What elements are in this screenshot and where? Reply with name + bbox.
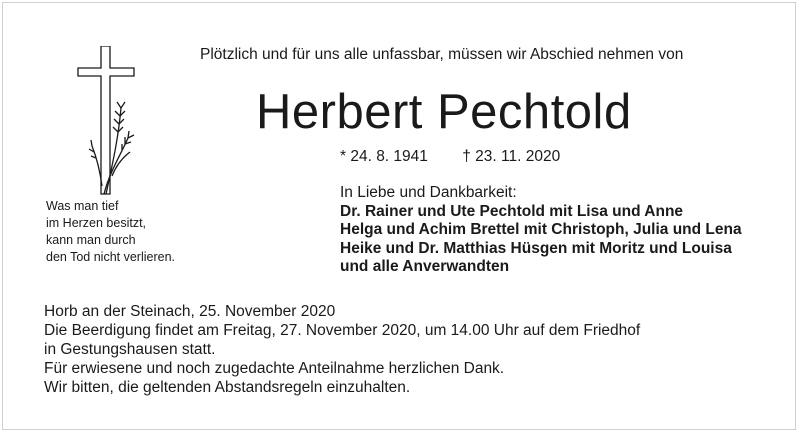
funeral-details: [44, 302, 640, 397]
family-member: Dr. Rainer und Ute Pechtold mit Lisa und Anne: [340, 202, 684, 220]
cross-with-wheat-icon: [76, 46, 156, 196]
footer-line: Wir bitten, die geltenden Abstandsregeln einzuhalten.: [44, 379, 411, 396]
family-heading: In Liebe und Dankbarkeit:: [340, 184, 517, 201]
quote-line: im Herzen besitzt,: [46, 216, 147, 230]
life-dates: [340, 148, 560, 166]
death-date: † 23. 11. 2020: [462, 148, 561, 165]
family-member: Helga und Achim Brettel mit Christoph, Julia und Lena: [340, 221, 742, 238]
family-section: [340, 184, 742, 277]
deceased-name: Herbert Pechtold: [256, 85, 632, 139]
quote-line: Was man tief: [46, 199, 119, 213]
footer-line: Horb an der Steinach, 25. November 2020: [44, 303, 336, 320]
family-member: Heike und Dr. Matthias Hüsgen mit Moritz und Louisa: [340, 239, 732, 257]
birth-date: * 24. 8. 1941: [340, 148, 428, 165]
footer-line: Für erwiesene und noch zugedachte Anteilnahme herzlichen Dank.: [44, 360, 505, 377]
quote-line: den Tod nicht verlieren.: [46, 250, 176, 264]
footer-line: in Gestungshausen statt.: [44, 341, 216, 358]
intro-text: Plötzlich und für uns alle unfassbar, müssen wir Abschied nehmen von: [200, 46, 684, 63]
family-member: und alle Anverwandten: [340, 258, 510, 275]
memorial-quote: [46, 198, 175, 266]
footer-line: Die Beerdigung findet am Freitag, 27. November 2020, um 14.00 Uhr auf dem Friedhof: [44, 322, 641, 339]
quote-line: kann man durch: [46, 233, 136, 247]
